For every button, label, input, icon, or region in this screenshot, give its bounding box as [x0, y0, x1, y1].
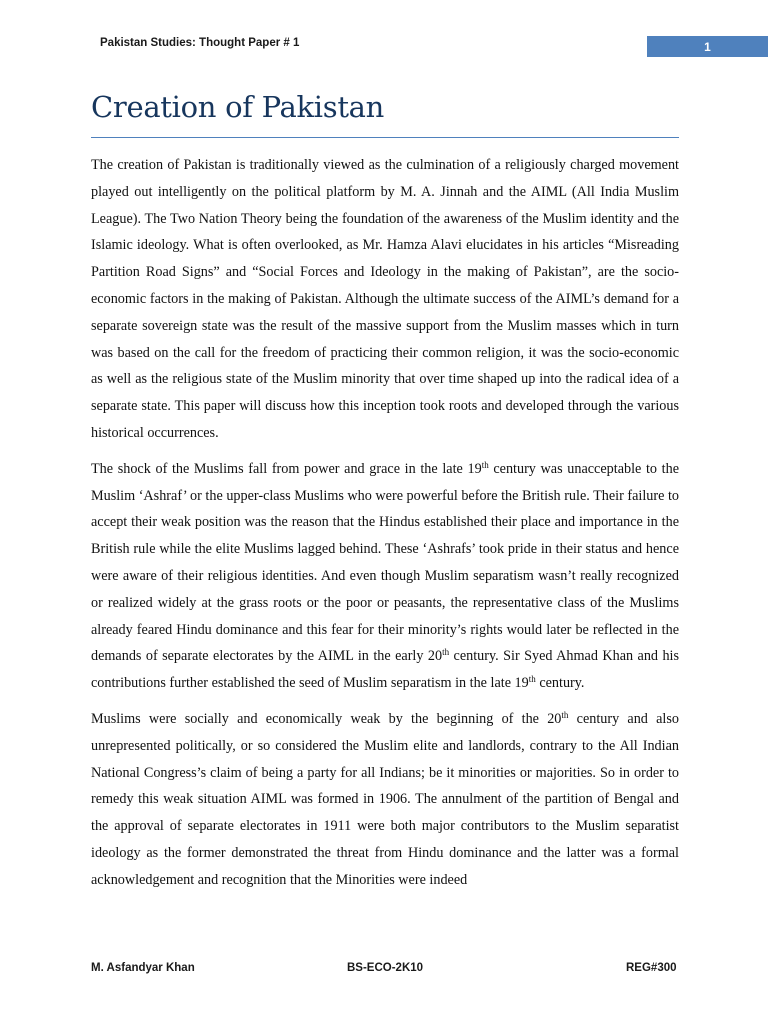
paragraph-3-part-1: Muslims were socially and economically weak by the beginning of the 20 [91, 710, 562, 727]
footer-class: BS-ECO-2K10 [347, 962, 424, 974]
footer-author: M. Asfandyar Khan [91, 962, 195, 974]
paragraph-3 [91, 706, 679, 894]
page-number-badge: 1 [647, 36, 768, 57]
footer-reg: REG#300 [626, 962, 677, 974]
paragraph-3-part-2: century and also unrepresented politically, or so considered the Muslim elite and landlords, contrary to the All Indian National Congress’s claim of being a party for all Indians; be it minorities or majorities. So in order to remedy this weak situation AIML was formed in 1906. The annulment of the partition of Bengal and the approval of separate electorates in 1911 were both major contributors to the Muslim separatist ideology as the former demonstrated the threat from Hindu dominance and the latter was a formal acknowledgement and recognition that the Minorities were indeed [91, 710, 679, 888]
paragraph-1: The creation of Pakistan is traditionally viewed as the culmination of a religiously charged movement played out intelligently on the political platform by M. A. Jinnah and the AIML (All India Muslim League). The Two Nation Theory being the foundation of the awareness of the Muslim identity and the Islamic ideology. What is often overlooked, as Mr. Hamza Alavi elucidates in his articles “Misreading Partition Road Signs” and “Social Forces and Ideology in the making of Pakistan”, are the socio-economic factors in the making of Pakistan. Although the ultimate success of the AIML’s demand for a separate sovereign state was the result of the massive support from the Muslim masses which in turn was based on the call for the freedom of practicing their common religion, it was the socio-economic as well as the religious state of the Muslim minority that over time shaped up into the radical idea of a separate state. This paper will discuss how this inception took roots and developed through the various historical occurrences. [91, 157, 679, 441]
paragraph-2-part-4: century. [535, 675, 585, 692]
document-body [91, 152, 679, 903]
paragraph-2-part-2: century was unacceptable to the Muslim ‘Ashraf’ or the upper-class Muslims who were powerful before the British rule. Their failure to accept their weak position was the reason that the Hindus established their place and importance in the British rule while the elite Muslims lagged behind. These ‘Ashrafs’ took pride in their status and hence were aware of their religious identities. And even though Muslim separatism wasn’t really recognized or realized widely at the grass roots or the poor or peasants, the representative class of the Muslims already feared Hindu dominance and this fear for their minority’s rights would later be reflected in the demands of separate electorates by the AIML in the early 20 [91, 460, 679, 665]
title-underline [91, 137, 679, 138]
paragraph-2-part-3: century. Sir Syed Ahmad Khan and his contributions further established the seed of Muslim separatism in the late 19 [91, 648, 679, 692]
ordinal-sup: th [528, 674, 536, 685]
running-header-title: Pakistan Studies: Thought Paper # 1 [100, 37, 300, 49]
paragraph-2 [91, 456, 679, 697]
ordinal-sup: th [561, 709, 569, 720]
document-title: Creation of Pakistan [91, 90, 385, 124]
ordinal-sup: th [442, 647, 450, 658]
paragraph-2-part-1: The shock of the Muslims fall from power and grace in the late 19 [91, 460, 482, 477]
ordinal-sup: th [481, 459, 489, 470]
